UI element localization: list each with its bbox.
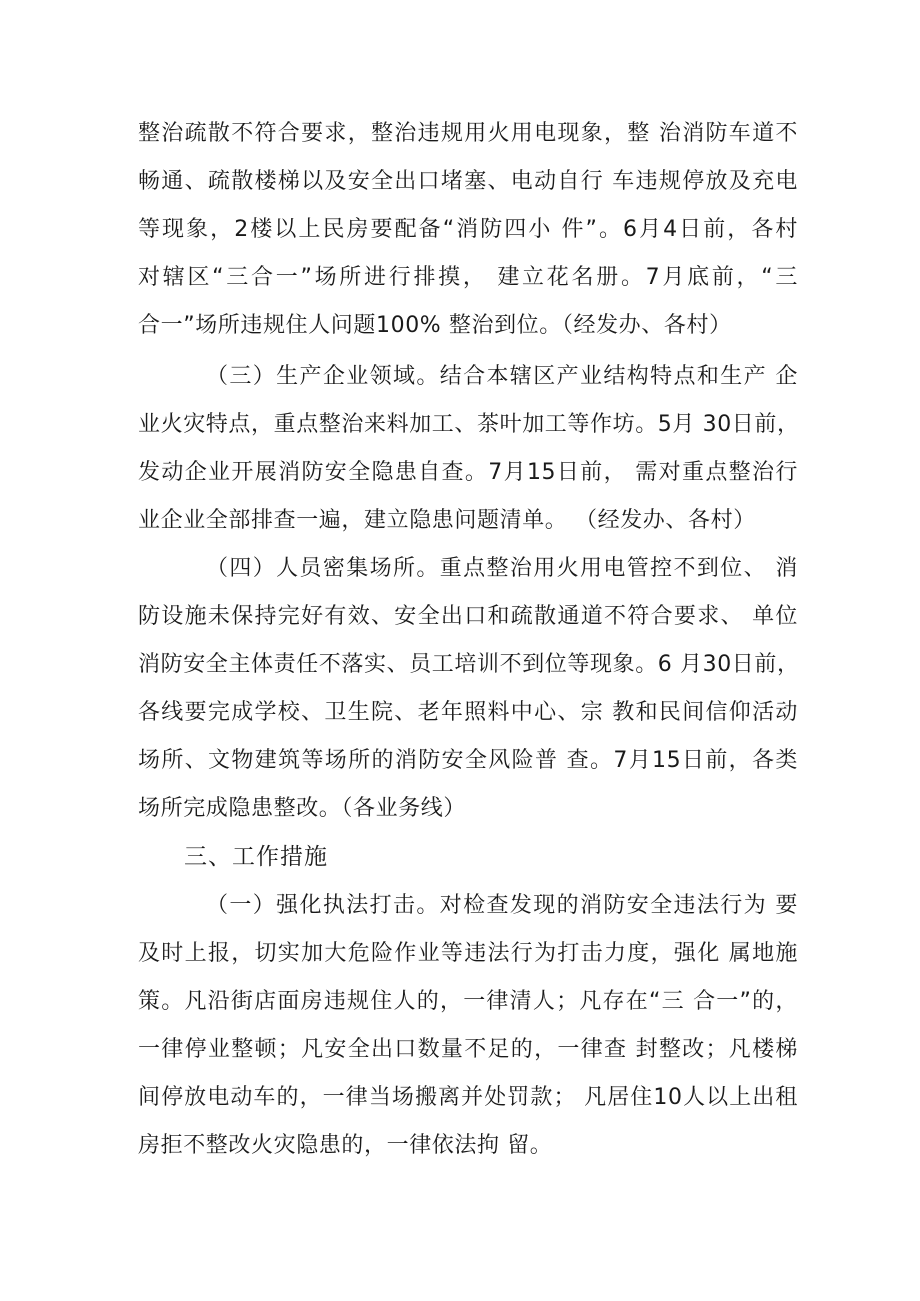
paragraph-line: 场所完成隐患整改。（各业务线） xyxy=(138,796,467,821)
paragraph-line: 房拒不整改火灾隐患的，一律依法拘 留。 xyxy=(138,1133,553,1158)
paragraph-line: 防设施未保持完好有效、安全出口和疏散通道不符合要求、 单位 xyxy=(138,604,798,629)
paragraph-line: 策。凡沿街店面房违规住人的，一律清人；凡存在“三 合一”的， xyxy=(138,989,798,1014)
paragraph-line: 一律停业整顿；凡安全出口数量不足的，一律查 封整改；凡楼梯 xyxy=(138,1037,798,1062)
paragraph-line: 业火灾特点，重点整治来料加工、茶叶加工等作坊。5月 30日前， xyxy=(138,412,800,437)
paragraph-line: 及时上报，切实加大危险作业等违法行为打击力度，强化 属地施 xyxy=(138,941,798,966)
paragraph-line: （四）人员密集场所。重点整治用火用电管控不到位、 消 xyxy=(206,556,798,581)
paragraph-line: 消防安全主体责任不落实、员工培训不到位等现象。6 月30日前， xyxy=(138,652,800,677)
paragraph-line: 业企业全部排查一遍，建立隐患问题清单。 （经发办、各村） xyxy=(138,508,756,533)
section-heading: 三、工作措施 xyxy=(184,844,328,870)
paragraph-line: 等现象，2楼以上民房要配备“消防四小 件”。6月4日前，各村 xyxy=(138,217,798,242)
paragraph-line: （一）强化执法打击。对检查发现的消防安全违法行为 要 xyxy=(206,893,798,918)
paragraph-line: 对辖区“三合一”场所进行排摸， 建立花名册。7月底前，“三 xyxy=(138,265,798,290)
paragraph-line: 整治疏散不符合要求，整治违规用火用电现象，整 治消防车道不 xyxy=(138,121,798,146)
paragraph-line: 畅通、疏散楼梯以及安全出口堵塞、电动自行 车违规停放及充电 xyxy=(138,169,798,194)
paragraph-line: （三）生产企业领域。结合本辖区产业结构特点和生产 企 xyxy=(206,364,798,389)
paragraph-line: 间停放电动车的，一律当场搬离并处罚款； 凡居住10人以上出租 xyxy=(138,1085,798,1110)
paragraph-line: 发动企业开展消防安全隐患自查。7月15日前， 需对重点整治行 xyxy=(138,460,798,485)
paragraph-line: 各线要完成学校、卫生院、老年照料中心、宗 教和民间信仰活动 xyxy=(138,700,798,725)
paragraph-line: 场所、文物建筑等场所的消防安全风险普 查。7月15日前，各类 xyxy=(138,748,798,773)
paragraph-line: 合一”场所违规住人问题100% 整治到位。（经发办、各村） xyxy=(138,313,732,338)
